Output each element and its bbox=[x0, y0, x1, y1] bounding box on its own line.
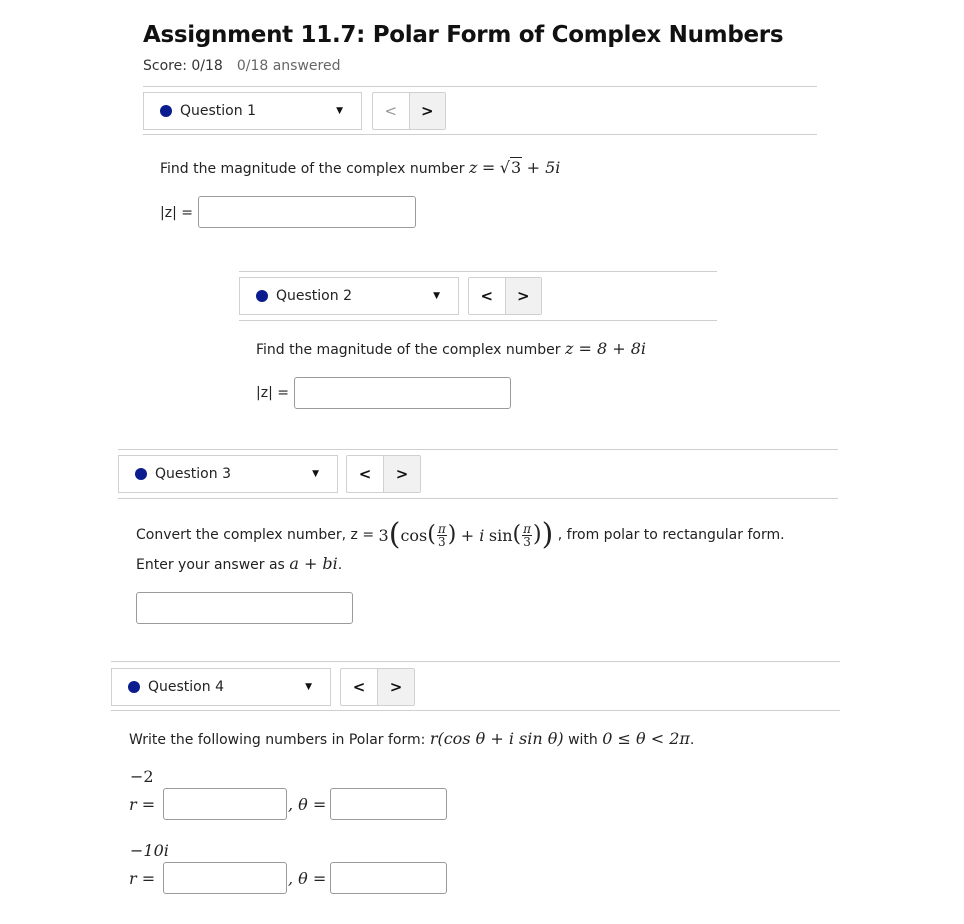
paren: ( bbox=[388, 517, 401, 552]
divider bbox=[143, 86, 817, 87]
denominator: 3 bbox=[523, 534, 531, 549]
answer-label: |z| = bbox=[160, 205, 193, 221]
z-var: z bbox=[468, 158, 478, 177]
question-4-prompt bbox=[129, 729, 694, 748]
question-label: Question 4 bbox=[148, 679, 224, 695]
prompt-text: Write the following numbers in Polar form: bbox=[129, 732, 426, 748]
prompt-text: Find the magnitude of the complex number bbox=[160, 161, 465, 177]
status-dot-icon bbox=[256, 290, 268, 302]
chevron-down-icon: ▼ bbox=[336, 106, 343, 116]
q4-r2-input[interactable] bbox=[163, 862, 287, 894]
question-1-prompt bbox=[160, 158, 560, 177]
expression: z = 8 + 8i bbox=[564, 339, 647, 358]
radicand: 3 bbox=[510, 158, 522, 177]
next-question-button[interactable]: > bbox=[409, 93, 446, 129]
divider bbox=[239, 271, 717, 272]
answered-count: 0/18 answered bbox=[236, 58, 341, 74]
r-label: r = bbox=[129, 795, 156, 814]
next-question-button[interactable]: > bbox=[505, 278, 542, 314]
coefficient: 3 bbox=[378, 525, 389, 545]
question-4-nav bbox=[340, 668, 415, 706]
number-label: −10i bbox=[130, 841, 169, 860]
period: . bbox=[689, 732, 695, 748]
prompt-text: Find the magnitude of the complex number bbox=[256, 342, 561, 358]
q1-answer-input[interactable] bbox=[198, 196, 416, 228]
theta-range: 0 ≤ θ < 2π bbox=[602, 729, 690, 748]
theta-label: , θ = bbox=[288, 795, 327, 814]
expression-tail: + 5i bbox=[526, 158, 561, 177]
period: . bbox=[337, 557, 343, 573]
question-3-nav bbox=[346, 455, 421, 493]
q4-theta1-input[interactable] bbox=[330, 788, 447, 820]
chevron-down-icon: ▼ bbox=[312, 469, 319, 479]
question-3-select[interactable] bbox=[118, 455, 338, 493]
answer-label: |z| = bbox=[256, 385, 289, 401]
next-question-button[interactable]: > bbox=[383, 456, 420, 492]
next-question-button[interactable]: > bbox=[377, 669, 414, 705]
fraction bbox=[522, 523, 532, 548]
question-2-prompt bbox=[256, 339, 646, 358]
numerator: π bbox=[437, 521, 446, 536]
r-label: r = bbox=[129, 869, 156, 888]
question-2-nav bbox=[468, 277, 542, 315]
q2-answer-input[interactable] bbox=[294, 377, 511, 409]
status-dot-icon bbox=[135, 468, 147, 480]
paren: ( bbox=[512, 522, 522, 547]
cos-fn: cos bbox=[400, 525, 428, 545]
question-3-instructions bbox=[136, 554, 342, 573]
divider bbox=[118, 449, 838, 450]
numerator: π bbox=[523, 521, 531, 536]
with-text: with bbox=[568, 732, 598, 748]
paren: ) bbox=[541, 517, 554, 552]
prompt-text: Convert the complex number, z = bbox=[136, 527, 375, 543]
divider bbox=[111, 710, 840, 711]
number-label: −2 bbox=[130, 767, 154, 786]
plus-i: + i bbox=[460, 525, 485, 545]
instruction-text: Enter your answer as bbox=[136, 557, 285, 573]
answer-format: a + bi bbox=[289, 554, 338, 573]
question-label: Question 2 bbox=[276, 288, 352, 304]
q4-theta2-input[interactable] bbox=[330, 862, 447, 894]
theta-label: , θ = bbox=[288, 869, 327, 888]
sin-fn: sin bbox=[488, 525, 513, 545]
denominator: 3 bbox=[437, 534, 446, 549]
question-1-select[interactable] bbox=[143, 92, 362, 130]
prev-question-button[interactable]: < bbox=[352, 678, 366, 696]
prev-question-button[interactable]: < bbox=[480, 287, 494, 305]
q4-r1-input[interactable] bbox=[163, 788, 287, 820]
status-dot-icon bbox=[128, 681, 140, 693]
chevron-down-icon: ▼ bbox=[433, 291, 440, 301]
question-label: Question 1 bbox=[180, 103, 256, 119]
score-text: Score: 0/18 bbox=[143, 58, 223, 74]
question-3-prompt bbox=[136, 516, 785, 554]
divider bbox=[143, 134, 817, 135]
sqrt-expression: √3 bbox=[499, 158, 522, 177]
score-line bbox=[143, 58, 340, 74]
paren: ) bbox=[447, 522, 457, 547]
prev-question-button[interactable]: < bbox=[358, 465, 372, 483]
question-1-nav bbox=[372, 92, 446, 130]
polar-form: r(cos θ + i sin θ) bbox=[429, 729, 564, 748]
q3-answer-input[interactable] bbox=[136, 592, 353, 624]
fraction bbox=[437, 523, 447, 548]
question-label: Question 3 bbox=[155, 466, 231, 482]
divider bbox=[111, 661, 840, 662]
divider bbox=[118, 498, 838, 499]
question-2-select[interactable] bbox=[239, 277, 459, 315]
paren: ( bbox=[427, 522, 436, 547]
assignment-title: Assignment 11.7: Polar Form of Complex Numbers bbox=[143, 22, 784, 48]
equals: = bbox=[481, 158, 496, 177]
chevron-down-icon: ▼ bbox=[305, 682, 312, 692]
paren: ) bbox=[532, 522, 542, 547]
status-dot-icon bbox=[160, 105, 172, 117]
divider bbox=[239, 320, 717, 321]
prev-question-button[interactable]: < bbox=[384, 102, 398, 120]
prompt-suffix: , from polar to rectangular form. bbox=[557, 527, 785, 543]
question-4-select[interactable] bbox=[111, 668, 331, 706]
